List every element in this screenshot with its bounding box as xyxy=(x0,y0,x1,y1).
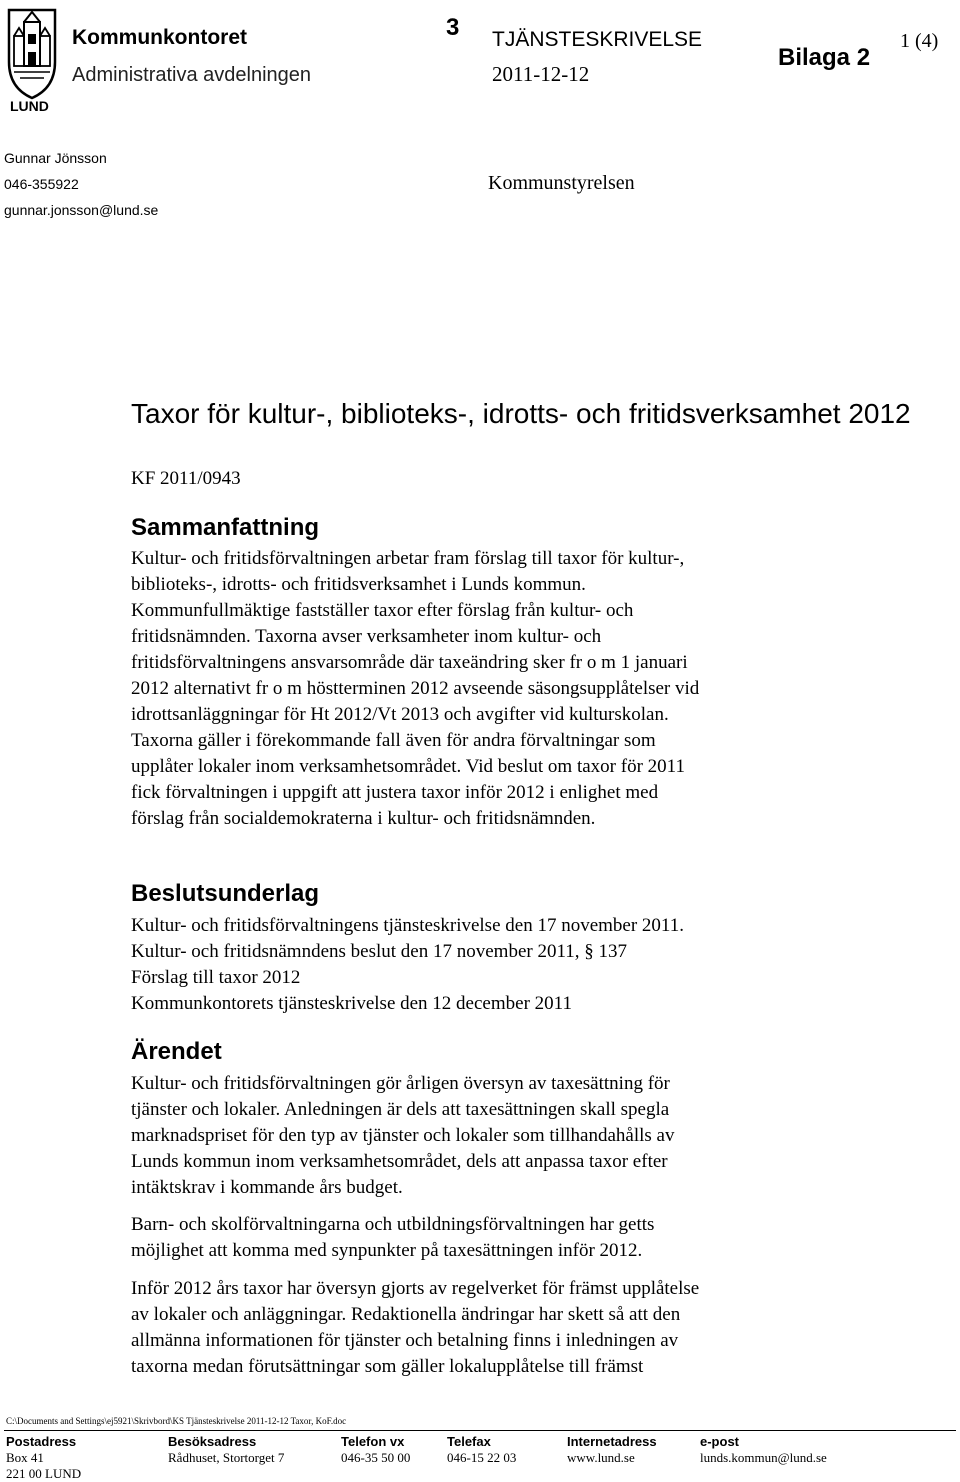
text-line: allmänna informationen för tjänster och betalning finns i inledningen av xyxy=(131,1330,679,1351)
paragraph-sammanfattning xyxy=(131,546,931,832)
footer-label: Postadress xyxy=(6,1434,77,1449)
org-department: Administrativa avdelningen xyxy=(72,64,312,86)
text-line: Förslag till taxor 2012 xyxy=(131,967,301,988)
footer-label: Besöksadress xyxy=(168,1434,257,1449)
paragraph-beslutsunderlag xyxy=(131,913,931,1017)
footer-telefon xyxy=(341,1434,410,1466)
text-line: fick förvaltningen i uppgift att justera taxor inför 2012 i enlighet med xyxy=(131,782,659,803)
attachment-label: Bilaga 2 xyxy=(778,44,871,71)
footer-value: Rådhuset, Stortorget 7 xyxy=(168,1450,285,1465)
text-line: Inför 2012 års taxor har översyn gjorts av regelverket för främst upplåtelse xyxy=(131,1278,700,1299)
contact-phone: 046-355922 xyxy=(4,176,79,192)
contact-name: Gunnar Jönsson xyxy=(4,150,107,166)
contact-email[interactable]: gunnar.jonsson@lund.se xyxy=(4,202,159,218)
footer-label: Telefon vx xyxy=(341,1434,405,1449)
text-line: taxorna medan förutsättningar som gäller lokalupplåtelse till främst xyxy=(131,1356,644,1377)
text-line: Kommunfullmäktige fastställer taxor efter förslag från kultur- och xyxy=(131,600,634,621)
text-line: fritidsnämnden. Taxorna avser verksamheter inom kultur- och xyxy=(131,626,602,647)
recipient: Kommunstyrelsen xyxy=(488,172,635,194)
text-line: Taxorna gäller i förekommande fall även för andra förvaltningar som xyxy=(131,730,656,751)
heading-arendet: Ärendet xyxy=(131,1038,222,1065)
text-line: marknadspriset för den typ av tjänster och lokaler som tillhandahålls av xyxy=(131,1125,675,1146)
footer-telefax xyxy=(447,1434,516,1466)
footer-value: 046-15 22 03 xyxy=(447,1450,517,1465)
footer-postadress xyxy=(6,1434,81,1482)
text-line: fritidsförvaltningens ansvarsområde där taxeändring sker fr o m 1 januari xyxy=(131,652,688,673)
footer-internet xyxy=(567,1434,657,1466)
document-title: Taxor för kultur-, biblioteks-, idrotts- och fritidsverksamhet 2012 xyxy=(131,398,911,429)
footer-email-link[interactable]: lunds.kommun@lund.se xyxy=(700,1450,827,1465)
text-line: av lokaler och anläggningar. Redaktionella ändringar har skett så att den xyxy=(131,1304,681,1325)
text-line: 2012 alternativt fr o m höstterminen 2012 avseende säsongsupplåtelser vid xyxy=(131,678,700,699)
footer-file-path: C:\Documents and Settings\ej5921\Skrivbord\KS Tjänsteskrivelse 2011-12-12 Taxor, KoF.doc xyxy=(6,1416,347,1426)
footer-label: e-post xyxy=(700,1434,739,1449)
page-number: 1 (4) xyxy=(900,30,939,52)
footer-value: 221 00 LUND xyxy=(6,1466,82,1481)
text-line: upplåter lokaler inom verksamhetsområdet. Vid beslut om taxor för 2011 xyxy=(131,756,685,777)
footer-label: Internetadress xyxy=(567,1434,657,1449)
heading-sammanfattning: Sammanfattning xyxy=(131,514,320,541)
text-line: Kultur- och fritidsnämndens beslut den 17 november 2011, § 137 xyxy=(131,941,627,962)
text-line: Lunds kommun inom verksamhetsområdet, dels att anpassa taxor efter xyxy=(131,1151,668,1172)
footer-website-link[interactable]: www.lund.se xyxy=(567,1450,635,1465)
paragraph-arendet-3 xyxy=(131,1276,931,1380)
text-line: intäktskrav i kommande års budget. xyxy=(131,1177,403,1198)
text-line: biblioteks-, idrotts- och fritidsverksamhet i Lunds kommun. xyxy=(131,574,586,595)
text-line: Kultur- och fritidsförvaltningen arbetar fram förslag till taxor för kultur-, xyxy=(131,548,685,569)
logo-text: LUND xyxy=(10,98,49,114)
footer-value: Box 41 xyxy=(6,1450,44,1465)
heading-beslutsunderlag: Beslutsunderlag xyxy=(131,880,320,907)
paragraph-arendet-2 xyxy=(131,1212,931,1264)
text-line: Kommunkontorets tjänsteskrivelse den 12 december 2011 xyxy=(131,993,572,1014)
org-name: Kommunkontoret xyxy=(72,26,247,49)
text-line: idrottsanläggningar för Ht 2012/Vt 2013 och avgifter vid kulturskolan. xyxy=(131,704,669,725)
paragraph-arendet-1 xyxy=(131,1071,931,1201)
lund-coat-of-arms-logo xyxy=(6,4,58,116)
text-line: Kultur- och fritidsförvaltningens tjänsteskrivelse den 17 november 2011. xyxy=(131,915,684,936)
text-line: Barn- och skolförvaltningarna och utbildningsförvaltningen har getts xyxy=(131,1214,655,1235)
text-line: tjänster och lokaler. Anledningen är dels att taxesättningen skall spegla xyxy=(131,1099,670,1120)
footer-besoksadress xyxy=(168,1434,284,1466)
document-type: TJÄNSTESKRIVELSE xyxy=(492,28,703,51)
footer-label: Telefax xyxy=(447,1434,491,1449)
document-number: 3 xyxy=(446,14,460,41)
text-line: möjlighet att komma med synpunkter på taxesättningen inför 2012. xyxy=(131,1240,643,1261)
text-line: Kultur- och fritidsförvaltningen gör årligen översyn av taxesättning för xyxy=(131,1073,670,1094)
text-line: förslag från socialdemokraterna i kultur- och fritidsnämnden. xyxy=(131,808,596,829)
footer-divider xyxy=(4,1430,956,1431)
footer-value: 046-35 50 00 xyxy=(341,1450,411,1465)
footer-epost xyxy=(700,1434,827,1466)
document-date: 2011-12-12 xyxy=(492,62,590,86)
case-number: KF 2011/0943 xyxy=(131,468,241,489)
